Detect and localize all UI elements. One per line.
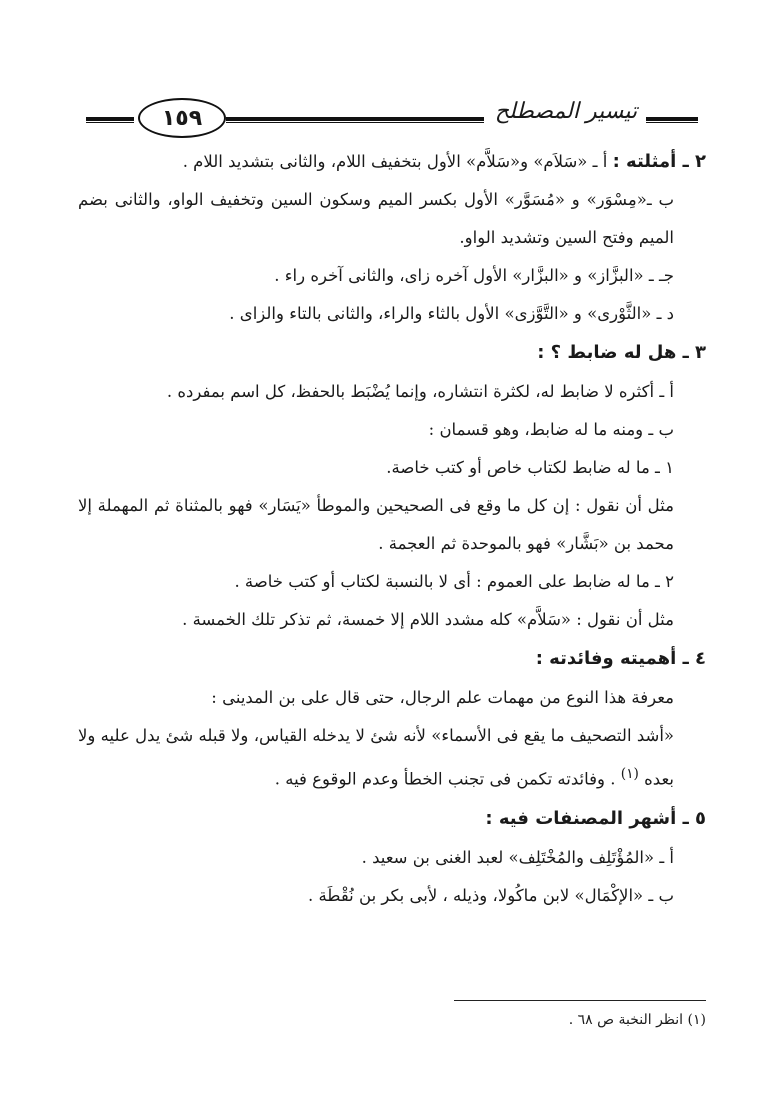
paragraph: أ ـ «سَلاَم» و«سَلاَّم» الأول بتخفيف اللام، والثانى بتشديد اللام . xyxy=(182,152,608,171)
section-heading: ٣ ـ هل له ضابط ؟ : xyxy=(537,342,706,363)
page-number-badge xyxy=(138,98,226,138)
footnote-separator xyxy=(454,1000,706,1001)
paragraph: ب ـ «الإكْمَال» لابن ماكُولا، وذيله ، لأبى بكر بن نُقْطَة . xyxy=(307,885,674,905)
quote-paragraph xyxy=(78,717,706,799)
paragraph-tail: . وفائدته تكمن فى تجنب الخطأ وعدم الوقوع فيه . xyxy=(274,769,616,789)
paragraph: معرفة هذا النوع من مهمات علم الرجال، حتى قال على بن المدينى : xyxy=(211,688,674,707)
paragraph: ب ـ ومنه ما له ضابط، وهو قسمان : xyxy=(428,420,674,439)
section-heading: ٤ ـ أهميته وفائدته : xyxy=(535,648,706,669)
section-heading: ٢ ـ أمثلته : xyxy=(612,151,706,172)
paragraph: د ـ «الثَّوْرى» و «التَّوَّزى» الأول بالثاء والراء، والثانى بالتاء والزاى . xyxy=(229,304,674,323)
page-body xyxy=(78,143,706,915)
header-rule xyxy=(226,117,484,121)
section-heading: ٥ ـ أشهر المصنفات فيه : xyxy=(485,807,706,829)
header-rule xyxy=(86,117,134,121)
paragraph: أ ـ «المُؤْتَلِف والمُخْتَلِف» لعبد الغنى بن سعيد . xyxy=(361,847,674,867)
header-rule xyxy=(646,117,698,121)
book-title: تيسير المصطلح xyxy=(494,99,638,124)
page-number: ١٥٩ xyxy=(161,105,203,131)
paragraph: ٢ ـ ما له ضابط على العموم : أى لا بالنسبة لكتاب أو كتب خاصة . xyxy=(234,572,674,591)
paragraph: ب ـ«مِسْوَر» و «مُسَوَّر» الأول بكسر الميم وسكون السين وتخفيف الواو، والثانى بضم الميم وفتح السين وتشديد الواو. xyxy=(78,190,674,247)
footnote: (١) انظر النخبة ص ٦٨ . xyxy=(568,1012,706,1028)
paragraph: ١ ـ ما له ضابط لكتاب خاص أو كتب خاصة. xyxy=(386,458,674,477)
paragraph: جـ ـ «البزَّاز» و «البزَّار» الأول آخره زاى، والثانى آخره راء . xyxy=(274,266,674,285)
quote-text: «أشد التصحيف ما يقع فى الأسماء» لأنه شئ لا يدخله القياس، ولا قبله شئ يدل عليه ولا بعده xyxy=(78,726,674,789)
paragraph: أ ـ أكثره لا ضابط له، لكثرة انتشاره، وإنما يُضْبَط بالحفظ، كل اسم بمفرده . xyxy=(166,382,674,401)
page-header xyxy=(86,95,698,139)
paragraph: مثل أن نقول : «سَلاَّم» كله مشدد اللام إلا خمسة، ثم تذكر تلك الخمسة . xyxy=(182,610,674,629)
footnote-ref: (١) xyxy=(620,766,639,782)
section-examples xyxy=(78,143,706,181)
paragraph: مثل أن نقول : إن كل ما وقع فى الصحيحين والموطأ «يَسَار» فهو بالمثناة ثم المهملة إلا محمد بن «بَشَّار» فهو بالموحدة ثم العجمة . xyxy=(78,496,674,553)
